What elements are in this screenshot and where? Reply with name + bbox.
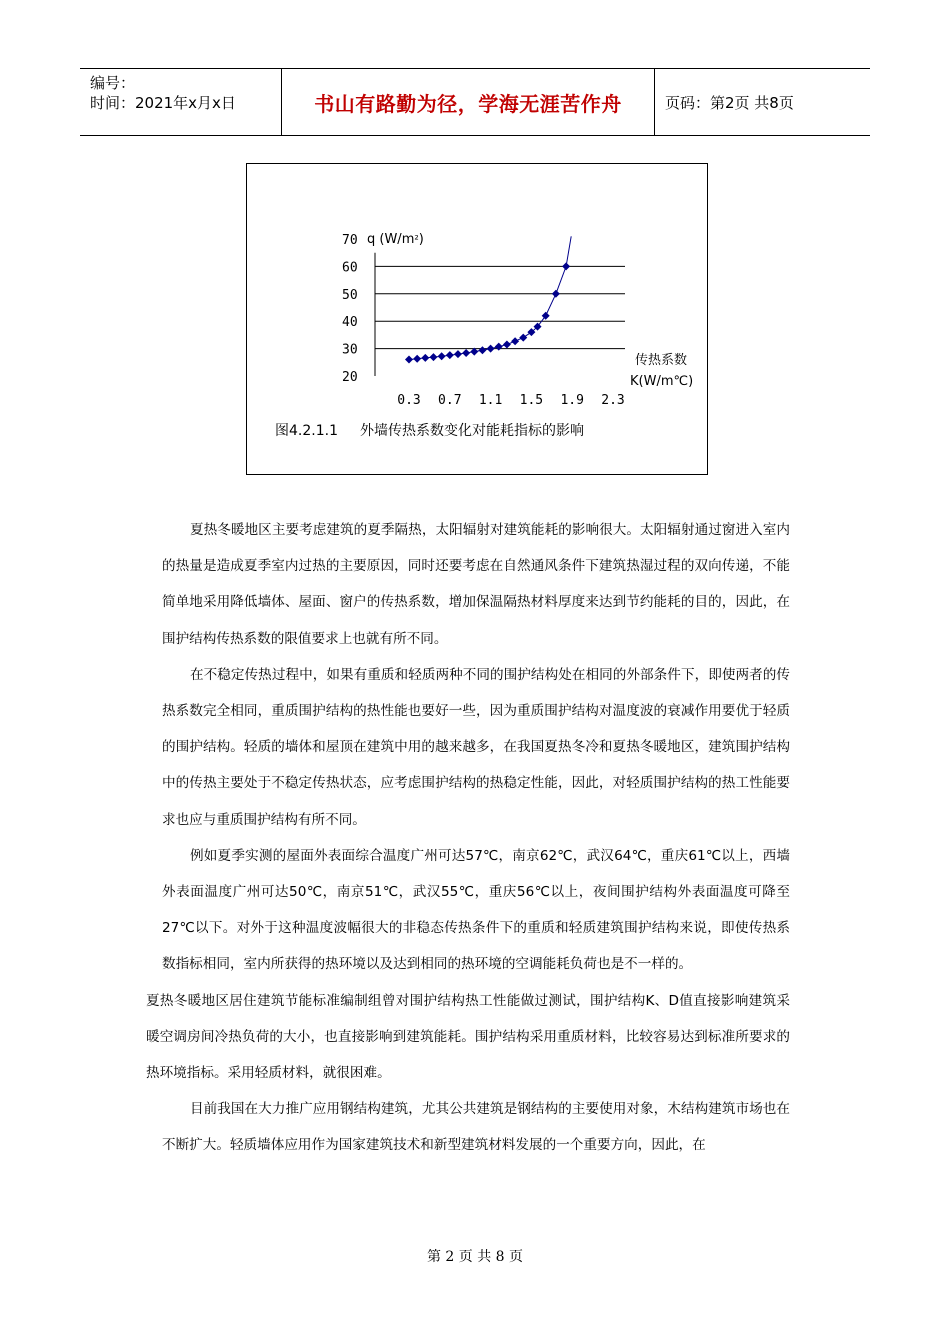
y-axis-label: q (W/m²) xyxy=(367,232,424,247)
y-tick-label: 60 xyxy=(342,260,358,276)
data-point xyxy=(405,356,413,364)
data-point xyxy=(413,355,421,363)
x-tick-label: 1.5 xyxy=(519,393,544,408)
time-text: 时间：2021年x月x日 xyxy=(90,94,236,112)
data-point xyxy=(429,353,437,361)
caption-title: 外墙传热系数变化对能耗指标的影响 xyxy=(359,423,584,439)
x-tick-label: 2.3 xyxy=(601,393,625,408)
number-label: 编号： xyxy=(90,74,136,92)
paragraph-3: 例如夏季实测的屋面外表面综合温度广州可达57℃，南京62℃，武汉64℃，重庆61℃以上，西墙外表面温度广州可达50℃，南京51℃，武汉55℃，重庆56℃以上，夜间围护结构外表面温度可降至27℃以下。对外于这种温度波幅很大的非稳态传热条件下的重质和轻质建筑围护结构来说，即使传热系数指标相同，室内所获得的热环境以及达到相同的热环境的空调能耗负荷也是不一样的。 xyxy=(162,847,790,973)
paragraph-5: 目前我国在大力推广应用钢结构建筑，尤其公共建筑是钢结构的主要使用对象，木结构建筑市场也在不断扩大。轻质墙体应用作为国家建筑技术和新型建筑材料发展的一个重要方向，因此，在 xyxy=(162,1101,790,1154)
page-footer xyxy=(0,1246,950,1266)
x-tick-label: 1.9 xyxy=(560,393,584,408)
y-tick-label: 50 xyxy=(342,287,358,303)
y-tick-label: 20 xyxy=(342,370,358,385)
x-axis-label-line2: K(W/m℃) xyxy=(630,374,694,389)
data-point xyxy=(542,312,550,320)
x-axis-label-line1: 传热系数 xyxy=(635,353,688,368)
y-tick-label: 30 xyxy=(342,342,358,358)
x-tick-label: 0.3 xyxy=(397,393,421,408)
data-point xyxy=(552,290,560,298)
header-page-info xyxy=(655,69,870,135)
data-point xyxy=(487,345,495,353)
y-tick-label: 70 xyxy=(342,233,358,248)
footer-page-text: 第 2 页 共 8 页 xyxy=(426,1249,524,1265)
paragraph-4: 夏热冬暖地区居住建筑节能标准编制组曾对围护结构热工性能做过测试，围护结构K、D值直接影响建筑采暖空调房间冷热负荷的大小，也直接影响到建筑能耗。围护结构采用重质材料，比较容易达到标准所要求的热环境指标。采用轻质材料，就很困难。 xyxy=(146,992,790,1082)
data-point xyxy=(462,349,470,357)
data-point xyxy=(511,337,519,345)
paragraph-1: 夏热冬暖地区主要考虑建筑的夏季隔热，太阳辐射对建筑能耗的影响很大。太阳辐射通过窗进入室内的热量是造成夏季室内过热的主要原因，同时还要考虑在自然通风条件下建筑热湿过程的双向传递，不能简单地采用降低墙体、屋面、窗户的传热系数，增加保温隔热材料厚度来达到节约能耗的目的，因此，在围护结构传热系数的限值要求上也就有所不同。 xyxy=(162,522,790,647)
data-point xyxy=(421,354,429,362)
figure-caption xyxy=(275,420,584,440)
data-point xyxy=(519,334,527,342)
data-point xyxy=(438,352,446,360)
x-tick-label: 1.1 xyxy=(478,393,503,408)
data-point xyxy=(446,351,454,359)
header-motto xyxy=(282,69,655,135)
header-meta xyxy=(80,69,282,135)
data-point xyxy=(503,340,511,348)
data-point xyxy=(562,262,570,270)
data-point xyxy=(495,343,503,351)
data-point xyxy=(478,346,486,354)
series-line xyxy=(409,236,571,359)
header-page-text: 页码：第2页 共8页 xyxy=(665,93,794,112)
data-point xyxy=(454,350,462,358)
figure-box xyxy=(246,163,708,475)
paragraph-2: 在不稳定传热过程中，如果有重质和轻质两种不同的围护结构处在相同的外部条件下，即使两者的传热系数完全相同，重质围护结构的热性能也要好一些，因为重质围护结构对温度波的衰减作用要优于轻质的围护结构。轻质的墙体和屋顶在建筑中用的越来越多，在我国夏热冬冷和夏热冬暖地区，建筑围护结构中的传热主要处于不稳定传热状态，应考虑围护结构的热稳定性能，因此，对轻质围护结构的热工性能要求也应与重质围护结构有所不同。 xyxy=(162,666,790,828)
page-header xyxy=(80,68,870,136)
body-text xyxy=(146,512,790,1164)
energy-chart xyxy=(247,164,707,414)
caption-number: 图4.2.1.1 xyxy=(275,423,338,439)
y-tick-label: 40 xyxy=(342,315,358,331)
motto-text: 书山有路勤为径，学海无涯苦作舟 xyxy=(314,91,622,116)
x-tick-label: 0.7 xyxy=(438,393,462,408)
